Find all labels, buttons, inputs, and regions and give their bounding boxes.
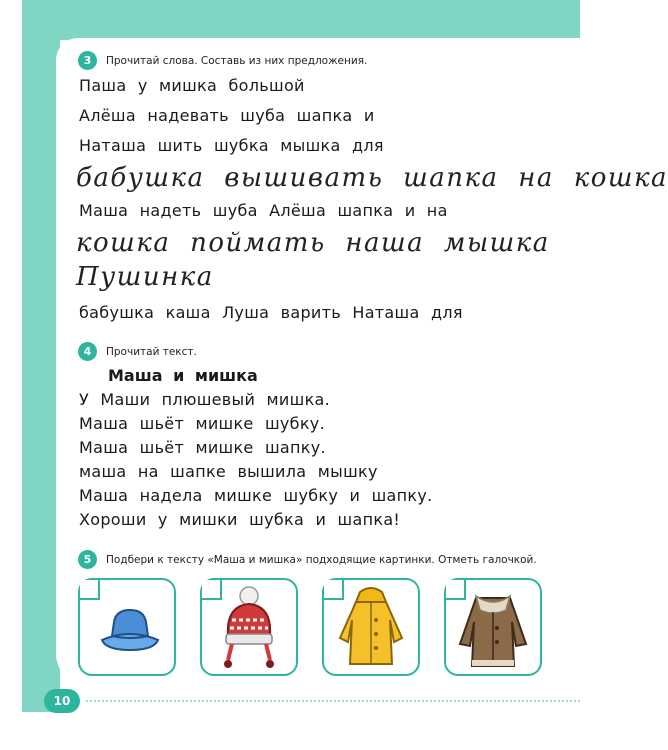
task-4-number: 4	[78, 342, 97, 361]
story-line: Маша надела мишке шубку и шапку.	[79, 486, 433, 505]
task-3-word-line: Наташа шить шубка мышка для	[79, 136, 384, 155]
task-3-script-line: бабушка вышивать шапка на кошка	[76, 163, 668, 193]
task-3-number: 3	[78, 51, 97, 70]
picture-card-knit-hat	[200, 578, 298, 676]
task-3-word-line: бабушка каша Луша варить Наташа для	[79, 303, 463, 322]
task-3-script-line: Пушинка	[76, 262, 214, 292]
task-5-header	[78, 550, 537, 569]
left-frame	[22, 0, 60, 712]
task-3-word-line: Паша у мишка большой	[79, 76, 305, 95]
checkbox-fur-coat[interactable]	[446, 580, 466, 600]
task-5-instruction: Подбери к тексту «Маша и мишка» подходящие картинки. Отметь галочкой.	[106, 553, 537, 566]
task-4-instruction: Прочитай текст.	[106, 345, 197, 358]
picture-card-raincoat	[322, 578, 420, 676]
checkbox-bucket-hat[interactable]	[80, 580, 100, 600]
task-3-word-line: Маша надеть шуба Алёша шапка и на	[79, 201, 448, 220]
task-3-word-line: Алёша надевать шуба шапка и	[79, 106, 375, 125]
page-number: 10	[44, 689, 80, 713]
task-3-header	[78, 51, 367, 70]
story-title: Маша и мишка	[108, 366, 258, 385]
task-3-instruction: Прочитай слова. Составь из них предложения.	[106, 54, 368, 67]
checkbox-raincoat[interactable]	[324, 580, 344, 600]
dotted-divider	[86, 700, 580, 702]
picture-card-fur-coat	[444, 578, 542, 676]
top-frame	[22, 0, 580, 40]
task-3-script-line: кошка поймать наша мышка	[76, 228, 550, 258]
task-4-header	[78, 342, 197, 361]
story-line: Маша шьёт мишке шубку.	[79, 414, 325, 433]
story-line: Хороши у мишки шубка и шапка!	[79, 510, 401, 529]
story-line: У Маши плюшевый мишка.	[79, 390, 331, 409]
story-line: маша на шапке вышила мышку	[79, 462, 378, 481]
story-line: Маша шьёт мишке шапку.	[79, 438, 326, 457]
task-5-number: 5	[78, 550, 97, 569]
picture-card-bucket-hat	[78, 578, 176, 676]
checkbox-knit-hat[interactable]	[202, 580, 222, 600]
